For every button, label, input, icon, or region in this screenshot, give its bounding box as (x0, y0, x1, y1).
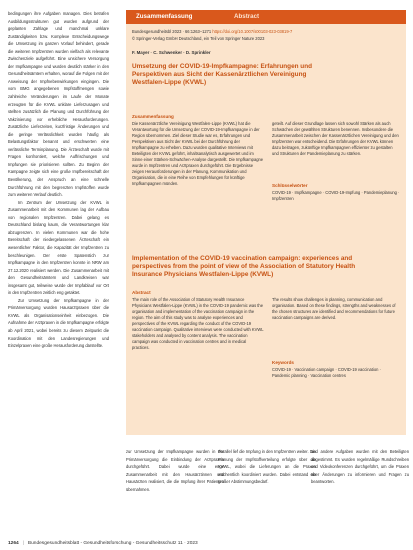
abstract-header-subtitle: Abstract (234, 13, 260, 20)
german-keywords: COVID-19 · Impfkampagne · COVID-19-Impfung · Pandemieplanung · Impfzentren (272, 190, 400, 202)
german-abstract-text-left: Die Kassenärztliche Vereinigung Westfalen-Lippe (KVWL) hat die Verantwortung für die Umsetzung der COVID-19-Impfkampagne in der Region übernommen. Ziel dieser Studie war es, Erfahrungen und Perspektiven aus Sicht der KVWL bei der Durchführung der Impfkampagne zu erheben. Dazu wurden qualitative Interviews mit Beteiligten der KVWL geführt, inhaltsanalytisch ausgewertet und im Sinne einer Stärken-Schwächen-Analyse dargestellt. Die Impfkampagne wurde in Impfzentren und Arztpraxen durchgeführt. Die Ergebnisse zeigen Herausforderungen in der Planung, Kommunikation und Organisation, die in eine Reihe von Empfehlungen für künftige Impfkampagnen münden. (132, 121, 264, 187)
keywords-heading: Keywords (272, 360, 294, 365)
german-article-title: Umsetzung der COVID-19-Impfkampagne: Erfahrungen und Perspektiven aus Sicht der Kassenärztlichen Vereinigung Westfalen-Lippe (KVWL) (132, 63, 313, 87)
english-abstract-text-right: The results show challenges in planning, communication and organisation. Based on these findings, strengths and weaknesses of the chosen structures are identified and recommendations for future vaccination campaigns are derived. (272, 297, 396, 321)
schluesselwoerter-heading: Schlüsselwörter (272, 183, 308, 188)
page-number: 1264 (8, 541, 19, 546)
left-body-column (8, 10, 109, 538)
author-list: F. Mayer · C. Schwenker · D. Sprinkler (132, 50, 211, 55)
english-article-title: Implementation of the COVID-19 vaccination campaign: experiences and perspectives from the point of view of the Association of Statutory Health Insurance Physicians Westfalen-Lippe (KVWL) (132, 255, 356, 279)
body-paragraph: Im Zentrum der Umsetzung der KVWL in Zusammenarbeit mit den Kommunen lag der Aufbau von regionalen Impfzentren. Dabei gelang es Deutschland bislang kaum, die Verantwortungen klar abzugrenzen. In vielen Kommunen war die hohe Bereitschaft der niedergelassenen Ärzteschaft ein wesentlicher Faktor, die Kapazität der Impfzentren zu beschleunigen. Der erste Spatenstich zur Impfkampagne in den Impfzentren konnte in NRW am 27.12.2020 realisiert werden. Die Zusammenarbeit mit den Gesundheitsämtern und Landkreisen war insgesamt gut, teilweise wurde der Impfablauf vor Ort in den Impfzentren zeitlich eng getaktet. (8, 199, 109, 296)
body-column-middle: zur Umsetzung der Impfkampagne wurden in der Primärversorgung die Einbindung der Arztpraxen durchgeführt. Dabei wurde eine enge Zusammenarbeit mit den Hausärztinnen und Hausärzten realisiert, die die Impfung ihrer Patienten übernahmen. (126, 449, 224, 492)
german-abstract-text-right: geteilt. Auf dieser Grundlage lassen sich sowohl Stärken als auch Schwächen der gewählten Strukturen benennen. Insbesondere die Zusammenarbeit zwischen der Kassenärztlichen Vereinigung und den Impfzentren war entscheidend. Die Erfahrungen der KVWL können dazu beitragen, zukünftige Impfkampagnen effizienter zu gestalten und Strukturen der Pandemieplanung zu stärken. (272, 121, 399, 157)
english-abstract-text-left: The main role of the Association of Statutory Health Insurance Physicians Westfalen-Lippe (KVWL) in the COVID-19 pandemic was the organisation and implementation of the vaccination campaign in the region. The aim of this study was to analyse experiences and perspectives of the KVWL regarding the conduct of the COVID-19 vaccination campaign. Qualitative interviews were conducted with KVWL stakeholders and analysed by content analysis. The vaccination campaign was conducted in vaccination centres and in medical practices. (132, 297, 264, 351)
body-paragraph: Zur Umsetzung der Impfkampagne in der Primärversorgung wurden Hausarztpraxen über die KVWL als Organisationseinheit einbezogen. Die Aufnahme der Arztpraxen in die Impfkampagne erfolgte ab April 2021, wobei bereits zu diesem Zeitpunkt die Koordination mit den Landesregierungen und Einzelpraxen eine große Herausforderung darstellte. (8, 297, 109, 349)
body-column-center: Parallel lief die Impfung in den Impfzentren weiter. Die Planung der Impfstoffverteilung erfolgte über die KVWL, wobei die Lieferungen an die Praxen wöchentlich koordiniert wurden. Dabei entstand ein großer Abstimmungsbedarf. (218, 449, 316, 485)
copyright-line: © Springer-Verlag GmbH Deutschland, ein Teil von Springer Nature 2023 (132, 36, 265, 41)
abstract-header-bar (126, 10, 406, 24)
english-keywords: COVID-19 · Vaccination campaign · COVID-19 vaccination · Pandemic planning · Vaccination centres (272, 367, 381, 379)
page-footer (8, 541, 198, 546)
journal-footer: Bundesgesundheitsblatt - Gesundheitsforschung - Gesundheitsschutz 11 · 2023 (27, 541, 198, 546)
doi-link[interactable]: https://doi.org/10.1007/s00103-023-03819-7 (212, 29, 293, 34)
journal-citation: Bundesgesundheitsbl 2023 · 66:1263–1271 (132, 29, 212, 34)
footer-separator: | (22, 541, 24, 546)
abstract-header-title: Zusammenfassung (136, 13, 193, 20)
body-column-right: und andere Aufgaben wurden mit den Beteiligten abgestimmt. Es wurden regelmäßige Rundschreiben und Videokonferenzen durchgeführt, um die Praxen über Änderungen zu informieren und Fragen zu beantworten. (311, 449, 409, 485)
zusammenfassung-heading: Zusammenfassung (132, 114, 174, 119)
abstract-heading: Abstract (132, 290, 151, 295)
citation-line (132, 29, 292, 35)
body-paragraph: bedingungen ihre Aufgaben managen. Dies betrafen Ausbildungsstrukturen gut wurden aufgrund der geplanten Zahlage und manchmal unklare Zuständigkeiten bzw. Komplexe Entscheidungswege die Umsetzung im ganzen Vorlauf behindert, gerade die weiteren Impfzentren wurden vielfach als relevante Zwischenziele aufgeführt. Eine unsichere Versorgung der Impfkampagne und wurden deutlich stärker in den Gesundheitsämtern erhalten, worauf die Folgen mit der Anweisung der Impfnebenwirkungen eingingen. Die vom BMG angegebenen Impfstoffmengen sowie zahlreiche Veränderungen im Laufe der Monate erzeugten für die KVWL unklare Lieferzusagen und stellten zusätzlich die Planung und Durchführung der Vakzinierung vor erhebliche Herausforderungen. Zusätzliche Lieferzeiten, kurzfristige Änderungen und die geringe Verlässlichkeit wurden häufig als Belastungsfaktor benannt und erschwerten eine verlässliche Terminplanung. Die Ärzteschaft wurde mit Fragen konfrontiert, welche Auffrischungen und Impfungen sie priorisieren sollten. Zu Beginn der Kampagne zeigte sich eine große Impfbereitschaft der Bevölkerung, der Anspruch an eine schnelle Durchführung mit den begrenzten Impfstoffen wurde zum weiteren Verlauf deutlich. (8, 11, 109, 198)
